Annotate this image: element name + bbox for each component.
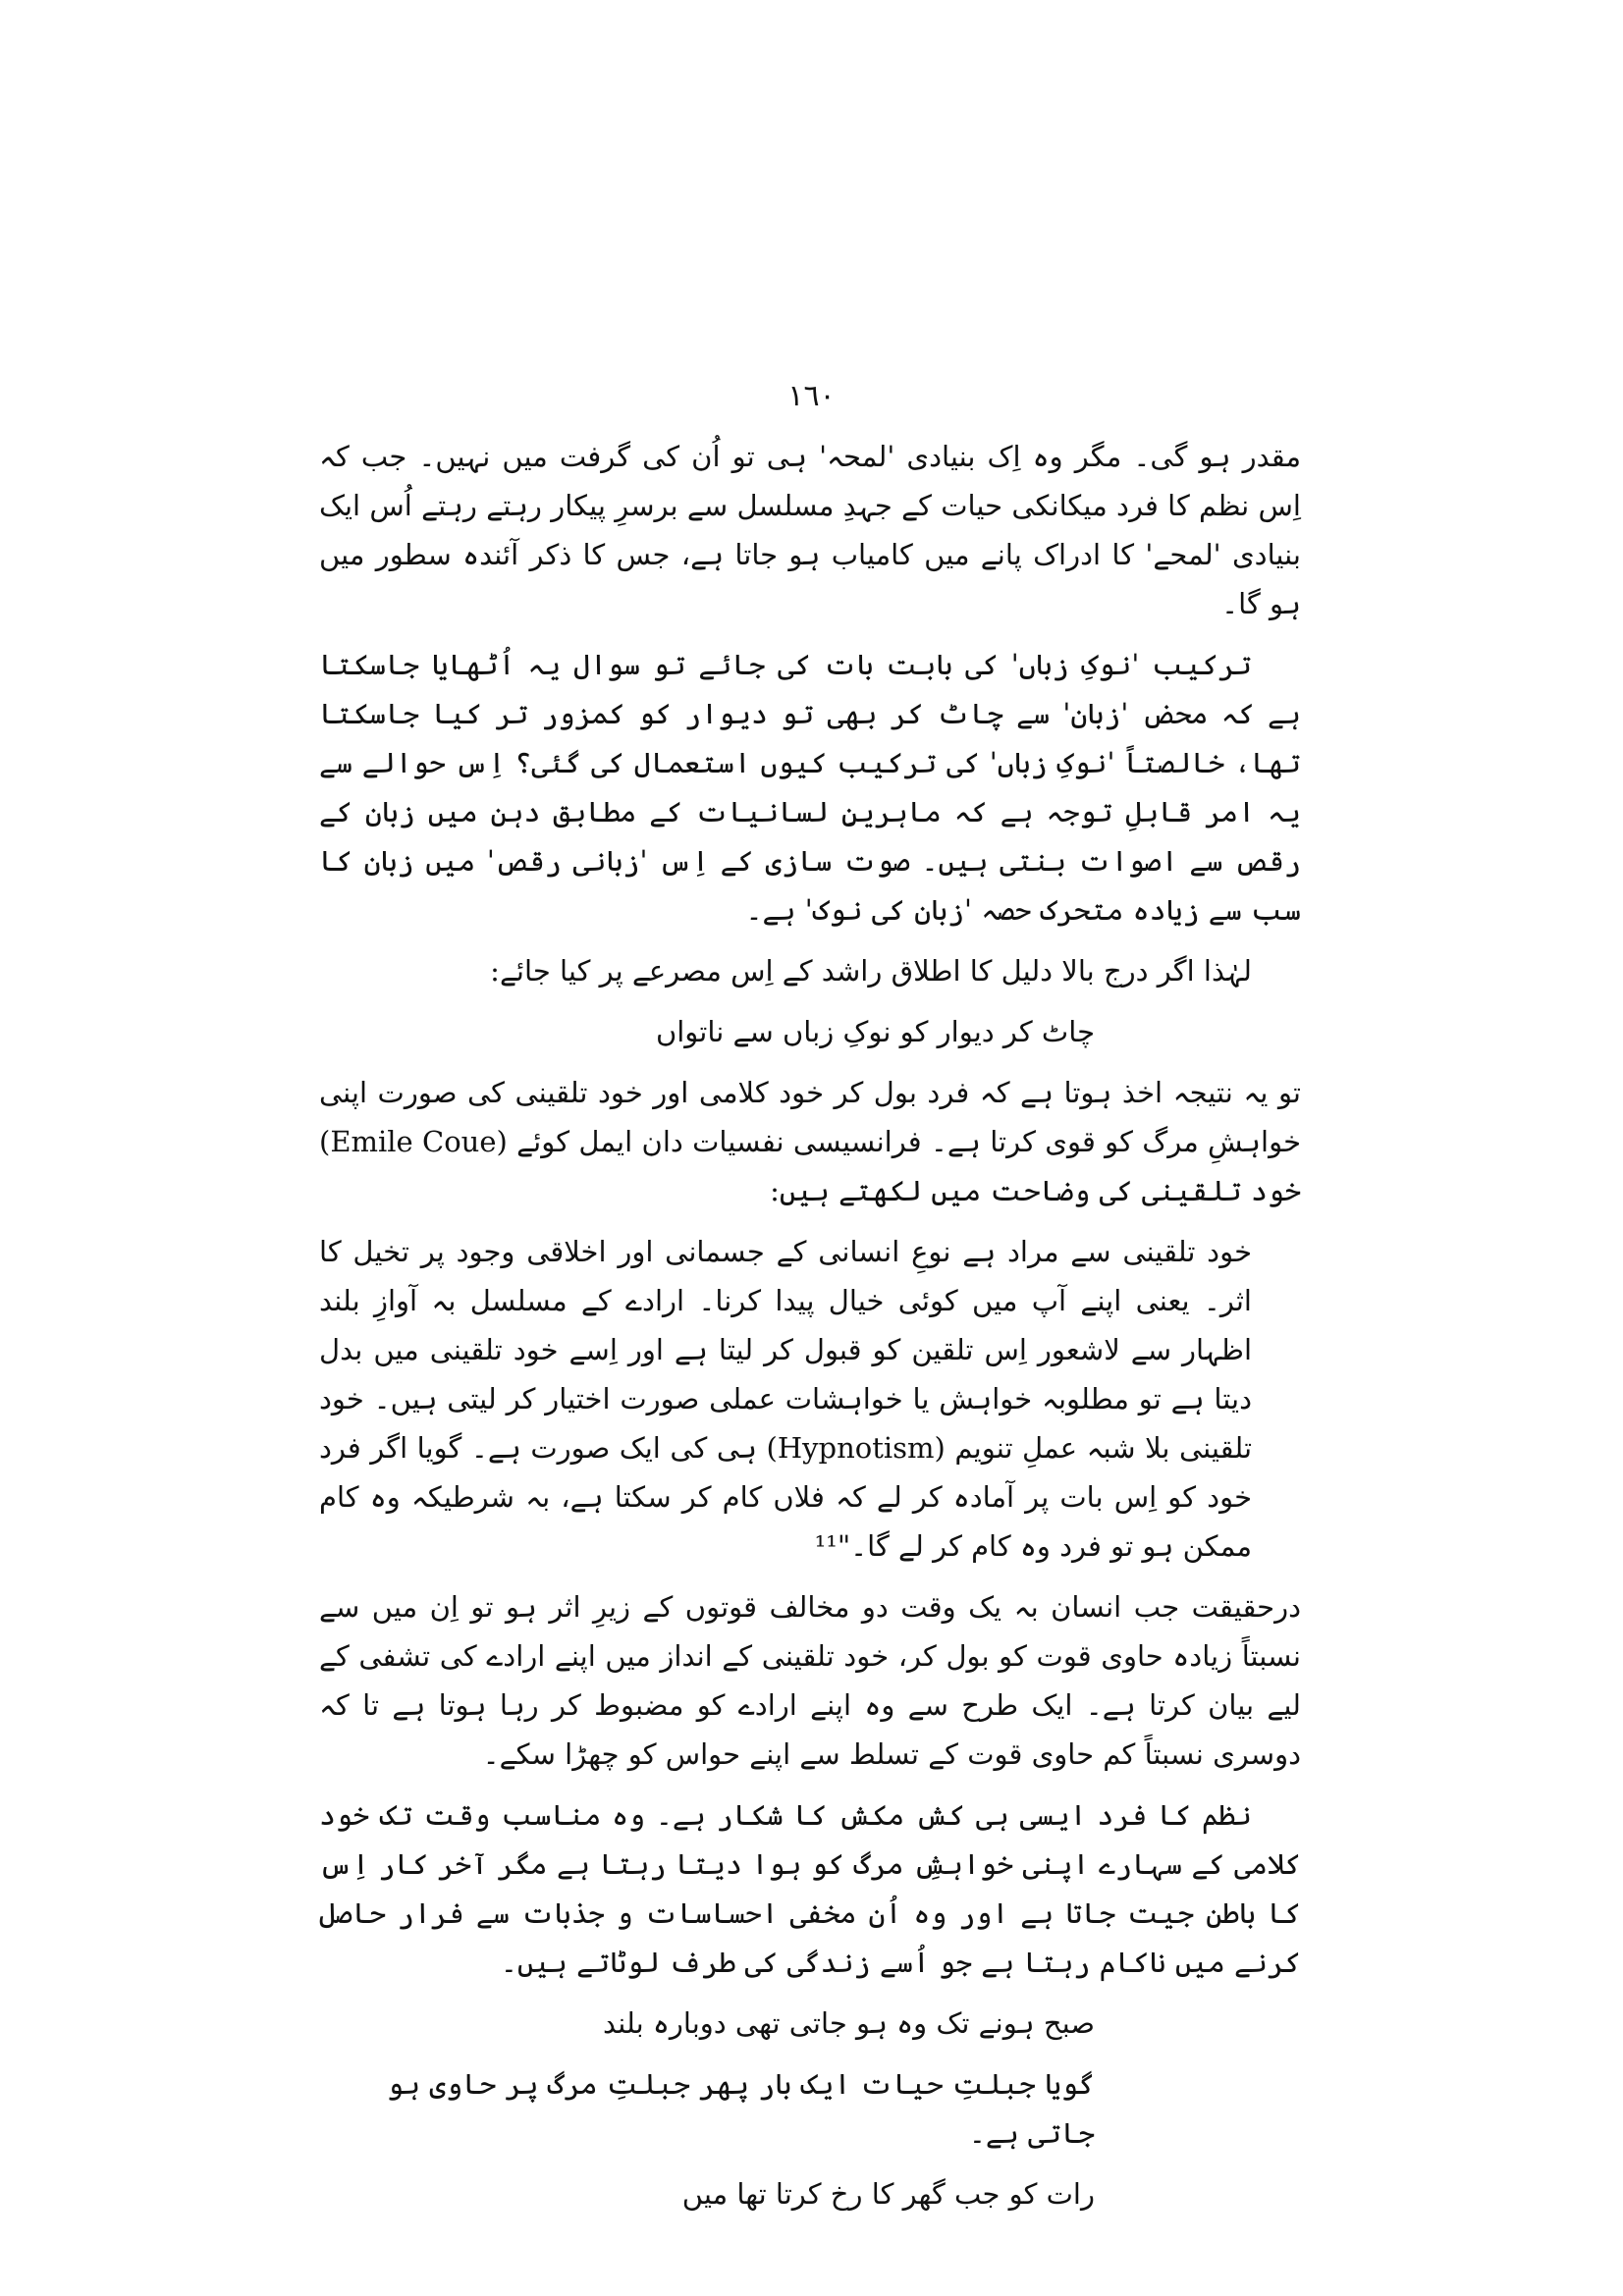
paragraph-4-part-2: خود تلقینی کی وضاحت میں لکھتے ہیں: <box>770 1174 1301 1207</box>
paragraph-2: ترکیب 'نوکِ زباں' کی بابت بات کی جائے تو سوال یہ اُٹھایا جاسکتا ہے کہ محض 'زبان' سے چاٹ کر بھی تو دیوار کو کمزور تر کیا جاسکتا تھا، خالصتاً 'نوکِ زباں' کی ترکیب کیوں استعمال کی گئی؟ اِس حوالے سے یہ امر قابلِ توجہ ہے کہ ماہرینِ لسانیات کے مطابق دہن میں زبان کے رقص سے اصوات بنتی ہیں۔ صوت سازی کے اِس 'زبانی رقص' میں زبان کا سب سے زیادہ متحرک حصہ 'زبان کی نوک' ہے۔ <box>319 648 1301 927</box>
paragraph-5: درحقیقت جب انسان بہ یک وقت دو مخالف قوتوں کے زیرِ اثر ہو تو اِن میں سے نسبتاً زیادہ حاوی قوت کو بول کر، خود تلقینی کے انداز میں اپنے ارادے کی تشفی کے لیے بیان کرتا ہے۔ ایک طرح سے وہ اپنے ارادے کو مضبوط کر رہا ہوتا ہے تا کہ دوسری نسبتاً کم حاوی قوت کے تسلط سے اپنے حواس کو چھڑا سکے۔ <box>319 1590 1301 1771</box>
verse-3: رات کو جب گھر کا رخ کرتا تھا میں <box>681 2177 1095 2211</box>
paragraph-4-part-1: تو یہ نتیجہ اخذ ہوتا ہے کہ فرد بول کر خود کلامی اور خود تلقینی کی صورت اپنی خواہشِ مرگ کو قوی کرتا ہے۔ فرانسیسی نفسیات دان ایمل کوئے <box>319 1076 1301 1158</box>
body-text <box>319 432 1301 2230</box>
quote-part-1: خود تلقینی سے مراد ہے نوعِ انسانی کے جسمانی اور اخلاقی وجود پر تخیل کا اثر۔ یعنی اپنے آپ میں کوئی خیال پیدا کرنا۔ ارادے کے مسلسل بہ آوازِ بلند اظہار سے لاشعور اِس تلقین کو قبول کر لیتا ہے اور اِسے خود تلقینی میں بدل دیتا ہے تو مطلوبہ خواہش یا خواہشات عملی صورت اختیار کر لیتی ہیں۔ خود تلقینی بلا شبہ عملِ تنویم <box>319 1235 1253 1465</box>
paragraph-4 <box>319 1068 1301 1215</box>
paragraph-6: نظم کا فرد ایسی ہی کش مکش کا شکار ہے۔ وہ مناسب وقت تک خود کلامی کے سہارے اپنی خواہشِ مرگ کو ہوا دیتا رہتا ہے مگر آخر کار اِس کا باطن جیت جاتا ہے اور وہ اُن مخفی احساسات و جذبات سے فرار حاصل کرنے میں ناکام رہتا ہے جو اُسے زندگی کی طرف لوٹاتے ہیں۔ <box>319 1798 1301 1979</box>
paragraph-3: لہٰذا اگر درج بالا دلیل کا اطلاق راشد کے اِس مصرعے پر کیا جائے: <box>490 954 1252 988</box>
verse-1: چاٹ کر دیوار کو نوکِ زباں سے ناتواں <box>655 1015 1095 1048</box>
quote-part-2: ہی کی ایک صورت ہے۔ گویا اگر فرد خود کو اِس بات پر آمادہ کر لے کہ فلاں کام کر سکتا ہے، بہ شرطیکہ وہ کام ممکن ہو تو فرد وہ کام کر لے گا۔"¹¹ <box>319 1431 1252 1563</box>
paragraph-1: مقدر ہو گی۔ مگر وہ اِک بنیادی 'لمحہ' ہی تو اُن کی گرفت میں نہیں۔ جب کہ اِس نظم کا فرد میکانکی حیات کے جہدِ مسلسل سے برسرِ پیکار رہتے رہتے اُس ایک بنیادی 'لمحے' کا ادراک پانے میں کامیاب ہو جاتا ہے، جس کا ذکر آئندہ سطور میں ہو گا۔ <box>319 440 1301 620</box>
paragraph-4-latin: (Emile Coue) <box>319 1125 508 1158</box>
paragraph-7: گویا جبلتِ حیات ایک بار پھر جبلتِ مرگ پر حاوی ہو جاتی ہے۔ <box>387 2067 1095 2150</box>
quote-latin: (Hypnotism) <box>766 1431 946 1465</box>
block-quote <box>319 1227 1301 1571</box>
verse-2: صبح ہونے تک وہ ہو جاتی تھی دوبارہ بلند <box>603 2006 1095 2040</box>
page-number: ١٦٠ <box>787 379 836 413</box>
